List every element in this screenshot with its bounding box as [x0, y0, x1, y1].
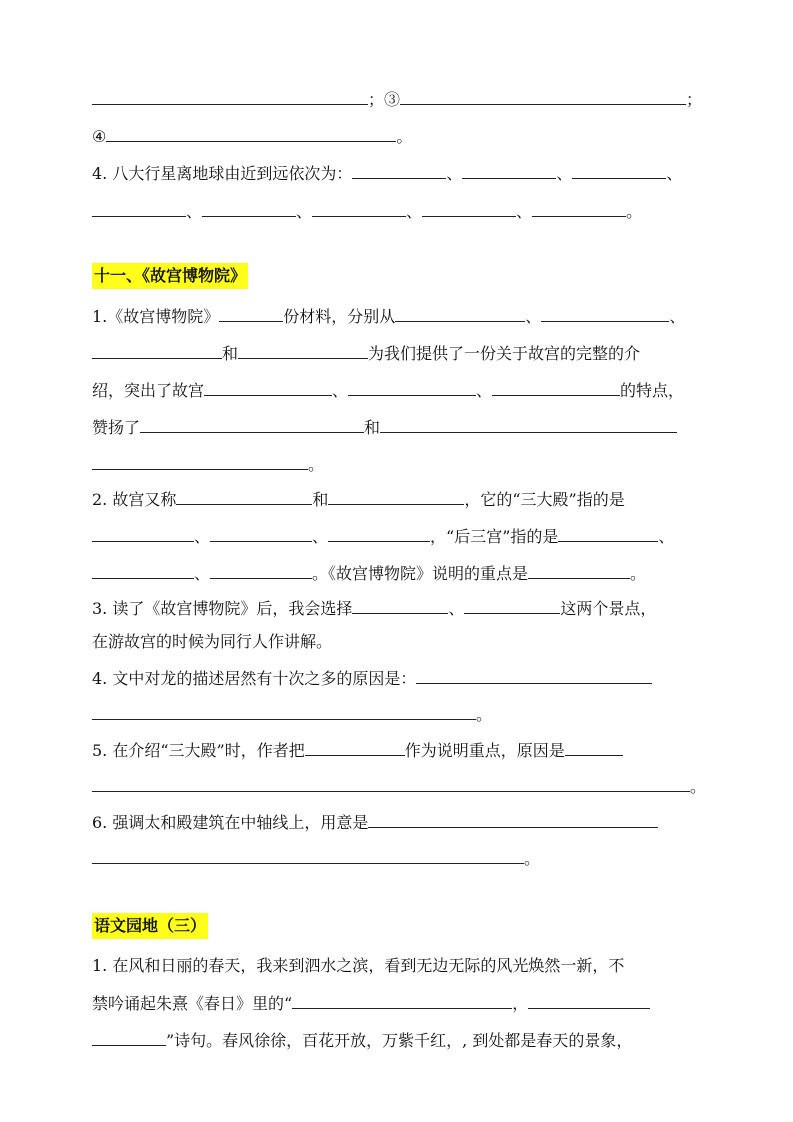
separator: 、: [666, 164, 683, 183]
text: 作为说明重点，原因是: [404, 741, 565, 760]
separator: 、: [312, 527, 329, 546]
answer-blank[interactable]: [464, 598, 560, 614]
q4-line1: [92, 668, 652, 689]
separator: 、: [669, 307, 686, 326]
q3-line1: [92, 598, 656, 619]
text: 。: [690, 777, 707, 796]
answer-blank[interactable]: [92, 1030, 166, 1046]
garden-q1-line3: [92, 1030, 632, 1051]
text: 。: [396, 127, 413, 146]
text: 4. 文中对龙的描述居然有十次之多的原因是：: [92, 669, 417, 688]
answer-blank[interactable]: [210, 563, 312, 579]
q2-line2: [92, 526, 674, 547]
text: ；: [686, 90, 703, 109]
answer-blank[interactable]: [400, 89, 686, 105]
text: 赞扬了: [92, 418, 141, 437]
text: 为我们提供了一份关于故宫的完整的介: [368, 344, 641, 363]
line-1: [92, 89, 702, 110]
answer-blank[interactable]: [92, 201, 186, 217]
text: ，“后三宫”指的是: [430, 527, 559, 546]
answer-blank[interactable]: [422, 201, 516, 217]
answer-blank[interactable]: [92, 848, 524, 864]
planets-blanks: [92, 201, 642, 222]
answer-blank[interactable]: [292, 993, 512, 1009]
answer-blank[interactable]: [572, 163, 666, 179]
q6-line2: [92, 848, 540, 869]
line-2: [92, 126, 412, 147]
answer-blank[interactable]: [92, 454, 308, 470]
text: 禁吟诵起朱熹《春日》里的“: [92, 994, 293, 1013]
q1-line5: [92, 454, 324, 475]
answer-blank[interactable]: [210, 526, 312, 542]
section-heading: 十一、《故宫博物院》: [92, 263, 248, 289]
answer-blank[interactable]: [92, 776, 690, 792]
text: 的特点，: [620, 381, 685, 400]
text: 。: [630, 564, 647, 583]
q6-line1: [92, 812, 658, 833]
separator: 、: [194, 564, 211, 583]
planets-question: [92, 163, 682, 184]
text: 和: [364, 418, 381, 437]
text: 。《故宫博物院》说明的重点是: [312, 564, 529, 583]
garden-q1-line2: [92, 993, 650, 1014]
answer-blank[interactable]: [558, 526, 658, 542]
answer-blank[interactable]: [219, 306, 283, 322]
text: ，它的“三大殿”指的是: [464, 490, 625, 509]
answer-blank[interactable]: [352, 598, 448, 614]
text: 1.《故宫博物院》: [92, 307, 220, 326]
separator: 、: [658, 527, 675, 546]
q4-line2: [92, 704, 492, 725]
text: 份材料，分别从: [283, 307, 396, 326]
answer-blank[interactable]: [532, 201, 626, 217]
q1-line2: [92, 343, 640, 364]
answer-blank[interactable]: [92, 704, 476, 720]
separator: 、: [406, 202, 423, 221]
answer-blank[interactable]: [106, 126, 396, 142]
answer-blank[interactable]: [528, 563, 630, 579]
answer-blank[interactable]: [462, 163, 556, 179]
separator: 、: [332, 381, 349, 400]
separator: 。: [626, 202, 643, 221]
text: 3. 读了《故宫博物院》后，我会选择: [92, 599, 353, 618]
answer-blank[interactable]: [92, 526, 194, 542]
answer-blank[interactable]: [541, 306, 669, 322]
text: 。: [476, 705, 493, 724]
text: ；③: [368, 90, 401, 109]
answer-blank[interactable]: [312, 201, 406, 217]
answer-blank[interactable]: [352, 163, 446, 179]
answer-blank[interactable]: [368, 812, 658, 828]
separator: 、: [296, 202, 313, 221]
q3-line2: 在游故宫的时候为同行人作讲解。: [92, 632, 333, 651]
answer-blank[interactable]: [395, 306, 525, 322]
q5-line1: [92, 740, 623, 761]
text: 和: [222, 344, 239, 363]
text: ”诗句。春风徐徐，百花开放，万紫千红，, 到处都是春天的景象，: [166, 1031, 633, 1050]
answer-blank[interactable]: [328, 526, 430, 542]
text: 5. 在介绍“三大殿”时，作者把: [92, 741, 305, 760]
text: 6. 强调太和殿建筑在中轴线上，用意是: [92, 813, 369, 832]
separator: 、: [525, 307, 542, 326]
text: ，: [512, 994, 529, 1013]
text: 。: [308, 455, 325, 474]
answer-blank[interactable]: [140, 417, 364, 433]
answer-blank[interactable]: [202, 201, 296, 217]
section-heading: 语文园地（三）: [92, 913, 208, 939]
q5-line2: [92, 776, 706, 797]
answer-blank[interactable]: [528, 993, 650, 1009]
answer-blank[interactable]: [92, 89, 368, 105]
text: 2. 故宫又称: [92, 490, 177, 509]
answer-blank[interactable]: [492, 380, 620, 396]
answer-blank[interactable]: [328, 489, 464, 505]
circled-number: ④: [92, 127, 107, 146]
q1-line4: [92, 417, 677, 438]
separator: 、: [448, 599, 465, 618]
separator: 、: [186, 202, 203, 221]
answer-blank[interactable]: [416, 668, 652, 684]
separator: 、: [476, 381, 493, 400]
answer-blank[interactable]: [348, 380, 476, 396]
separator: 、: [194, 527, 211, 546]
answer-blank[interactable]: [305, 740, 405, 756]
answer-blank[interactable]: [92, 343, 222, 359]
question-text: 4. 八大行星离地球由近到远依次为：: [92, 164, 353, 183]
answer-blank[interactable]: [92, 563, 194, 579]
answer-blank[interactable]: [565, 740, 623, 756]
q1-line1: [92, 306, 685, 327]
answer-blank[interactable]: [238, 343, 368, 359]
text: 这两个景点，: [560, 599, 657, 618]
garden-q1-line1: 1. 在风和日丽的春天，我来到泗水之滨，看到无边无际的风光焕然一新，不: [92, 956, 625, 975]
q1-line3: [92, 380, 684, 401]
answer-blank[interactable]: [176, 489, 312, 505]
text: 。: [524, 849, 541, 868]
separator: 、: [516, 202, 533, 221]
separator: 、: [556, 164, 573, 183]
text: 绍，突出了故宫: [92, 381, 205, 400]
q2-line1: [92, 489, 625, 510]
answer-blank[interactable]: [204, 380, 332, 396]
answer-blank[interactable]: [380, 417, 677, 433]
separator: 、: [446, 164, 463, 183]
text: 和: [312, 490, 329, 509]
q2-line3: [92, 563, 646, 584]
